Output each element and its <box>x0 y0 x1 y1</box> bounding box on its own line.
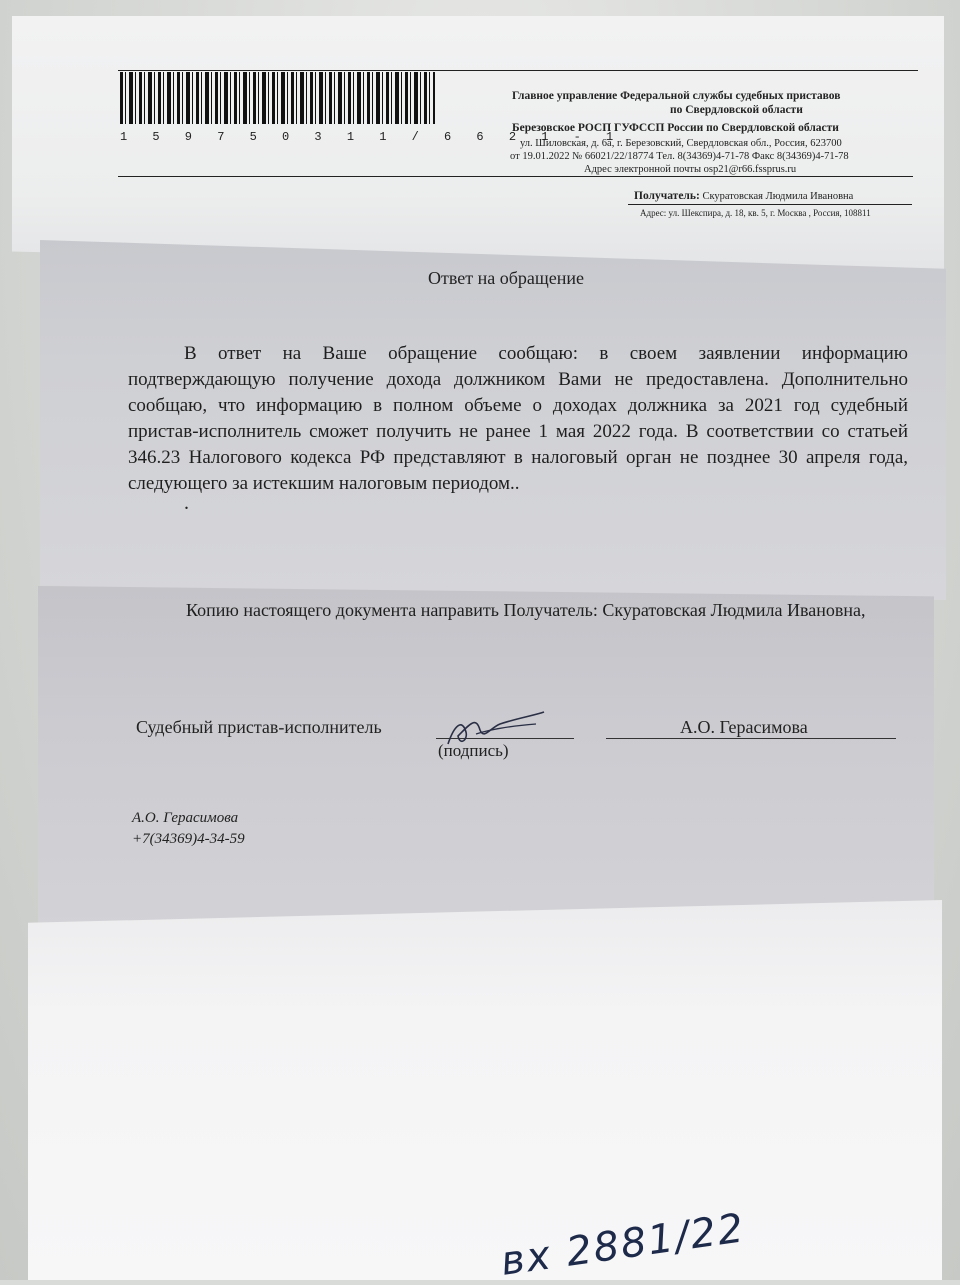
document-title: Ответ на обращение <box>428 268 584 288</box>
recipient-address: Адрес: ул. Шекспира, д. 18, кв. 5, г. Москва , Россия, 108811 <box>640 208 871 218</box>
recipient-line <box>634 190 853 202</box>
recipient-label: Получатель: <box>634 190 700 202</box>
email-line: Адрес электронной почты osp21@r66.fssprus.ru <box>584 164 797 175</box>
signature-caption: (подпись) <box>438 741 509 760</box>
header-rule-recipient <box>628 204 912 205</box>
header-rule-middle <box>118 176 913 177</box>
barcode-number: 1 5 9 7 5 0 3 1 1 / 6 6 2 1 - 1 <box>120 130 623 144</box>
body-paragraph: В ответ на Ваше обращение сообщаю: в своем заявлении информацию подтверждающую получение дохода должником Вами не предоставлена. Дополнительно сообщаю, что информацию в полном объеме о доходах должника за 2021 год судебный пристав-исполнитель сможет получить не ранее 1 мая 2022 года. В соответствии со статьей 346.23 Налогового кодекса РФ представляют в налоговый орган не позднее 30 апреля года, следующего за истекшим налоговым периодом.. <box>128 343 908 494</box>
header-rule-top <box>118 70 918 71</box>
signer-name-line <box>606 738 896 739</box>
signer-name: А.О. Герасимова <box>680 717 808 737</box>
agency-name-line2: по Свердловской области <box>670 104 803 116</box>
stray-dot: . <box>184 492 189 514</box>
department-address: ул. Шиловская, д. 6а, г. Березовский, Свердловская обл., Россия, 623700 <box>520 138 842 149</box>
executor-phone: +7(34369)4-34-59 <box>132 831 245 847</box>
registration-line: от 19.01.2022 № 66021/22/18774 Тел. 8(34369)4-71-78 Факс 8(34369)4-71-78 <box>510 151 849 162</box>
signer-position: Судебный пристав-исполнитель <box>136 717 382 737</box>
agency-name-line1: Главное управление Федеральной службы судебных приставов <box>512 90 841 102</box>
fold-panel-bottom <box>28 900 942 1280</box>
department-name: Березовское РОСП ГУФССП России по Свердловской области <box>512 122 839 134</box>
barcode <box>120 72 435 124</box>
handwritten-registry-number: вх 2881/22 <box>497 1205 749 1285</box>
recipient-name: Скуратовская Людмила Ивановна <box>702 191 854 202</box>
executor-name: А.О. Герасимова <box>132 810 239 826</box>
copy-note: Копию настоящего документа направить Получатель: Скуратовская Людмила Ивановна, <box>186 600 866 620</box>
